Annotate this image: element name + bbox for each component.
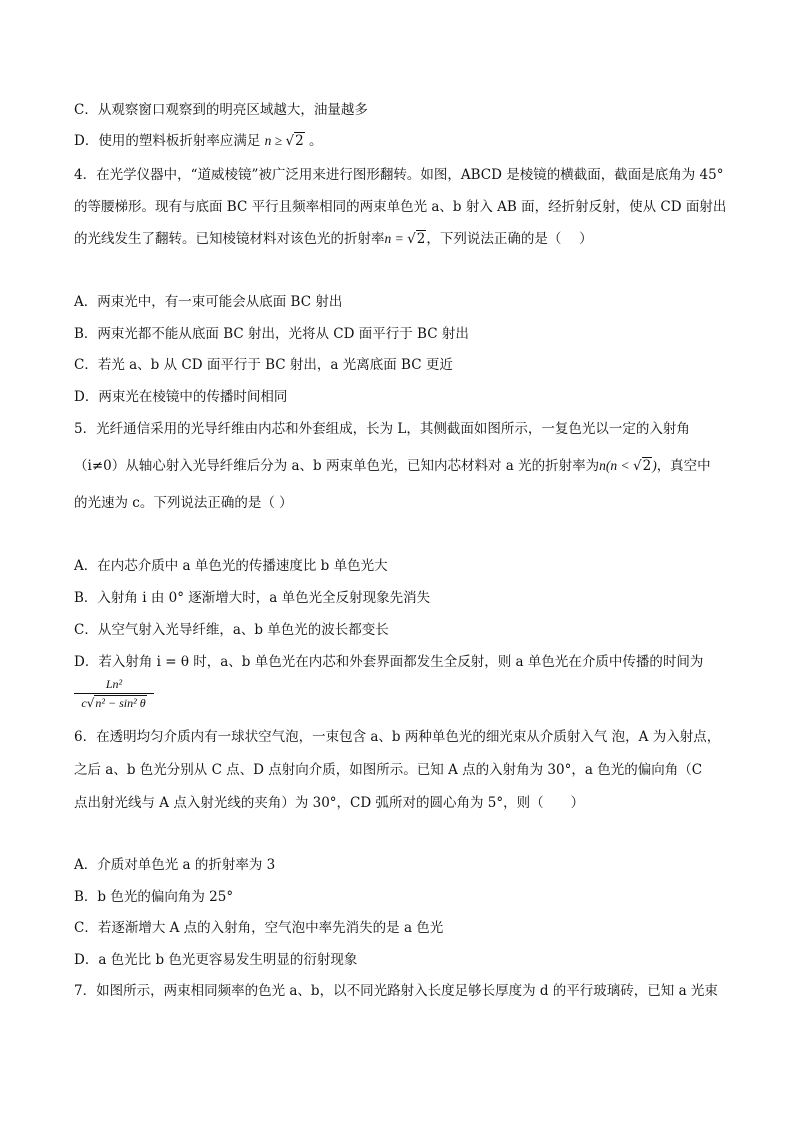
option-6a: A．介质对单色光 a 的折射率为 3 [74, 857, 276, 873]
option-3d [74, 131, 323, 151]
question-6-line-1: 6．在透明均匀介质内有一球状空气泡，一束包含 a、b 两种单色光的细光束从介质射入气 泡，A 为入射点， [74, 729, 721, 745]
question-4-line-2: 的等腰梯形。现有与底面 BC 平行且频率相同的两束单色光 a、b 射入 AB 面，经折射反射，使从 CD 面射出 [74, 199, 727, 215]
question-5-line-2 [74, 456, 711, 476]
math-paren: ) [652, 458, 657, 473]
option-5c: C．从空气射入光导纤维，a、b 单色光的波长都变长 [74, 622, 389, 638]
question-4-line-3 [74, 229, 593, 249]
question-4-prompt: ，下列说法正确的是（ ） [426, 231, 593, 247]
question-5-line-1: 5．光纤通信采用的光导纤维由内芯和外套组成，长为 L，其侧截面如图所示，一复色光以一定的入射角 [74, 421, 690, 437]
formula-numerator: Ln² [74, 676, 154, 694]
question-6-line-3: 点出射光线与 A 点入射光线的夹角）为 30°，CD 弧所对的圆心角为 5°，则（ ） [74, 795, 585, 811]
option-4b: B．两束光都不能从底面 BC 射出，光将从 CD 面平行于 BC 射出 [74, 326, 469, 342]
math-refractive-index: n(n < [599, 458, 633, 473]
question-4-text: 的光线发生了翻转。已知棱镜材料对该色光的折射率 [74, 231, 385, 247]
time-formula [74, 676, 154, 712]
option-3d-text: D．使用的塑料板折射率应满足 [74, 133, 261, 149]
option-3c: C．从观察窗口观察到的明亮区域越大，油量越多 [74, 102, 368, 118]
math-inequality: n ≥ [264, 133, 286, 148]
option-4d: D．两束光在棱镜中的传播时间相同 [74, 389, 288, 405]
sqrt-symbol: √2 [285, 133, 304, 149]
option-6b: B．b 色光的偏向角为 25° [74, 889, 234, 905]
question-5-line-3: 的光速为 c。下列说法正确的是（ ） [74, 495, 293, 511]
question-6-line-2: 之后 a、b 色光分别从 C 点、D 点射向介质，如图所示。已知 A 点的入射角为 30°，a 色光的偏向角（C [74, 762, 703, 778]
option-6d: D．a 色光比 b 色光更容易发生明显的衍射现象 [74, 952, 358, 968]
question-4-line-1: 4．在光学仪器中，“道威棱镜”被广泛用来进行图形翻转。如图，ABCD 是棱镜的横截面，截面是底角为 45° [74, 167, 724, 183]
option-4a: A．两束光中，有一束可能会从底面 BC 射出 [74, 294, 343, 310]
option-4c: C．若光 a、b 从 CD 面平行于 BC 射出，a 光离底面 BC 更近 [74, 357, 453, 373]
sqrt-symbol: √2 [407, 231, 426, 247]
sqrt-symbol: √2 [632, 458, 652, 474]
question-5-text: （i≠0）从轴心射入光导纤维后分为 a、b 两束单色光，已知内芯材料对 a 光的折射率为 [74, 458, 600, 474]
math-refractive-index: n = [384, 231, 408, 246]
option-5d: D．若入射角 i = θ 时，a、b 单色光在内芯和外套界面都发生全反射，则 a 单色光在介质中传播的时间为 [74, 654, 704, 670]
option-5b: B．入射角 i 由 0° 逐渐增大时，a 单色光全反射现象先消失 [74, 590, 431, 606]
option-6c: C．若逐渐增大 A 点的入射角，空气泡中率先消失的是 a 色光 [74, 920, 444, 936]
question-7-line-1: 7．如图所示，两束相同频率的色光 a、b，以不同光路射入长度足够长厚度为 d 的平行玻璃砖，已知 a 光束 [74, 983, 718, 999]
option-5a: A．在内芯介质中 a 单色光的传播速度比 b 单色光大 [74, 558, 388, 574]
formula-denominator: c√n² − sin² θ [81, 696, 146, 710]
option-3d-end: 。 [309, 133, 323, 149]
question-5-text-end: ，真空中 [656, 458, 711, 474]
